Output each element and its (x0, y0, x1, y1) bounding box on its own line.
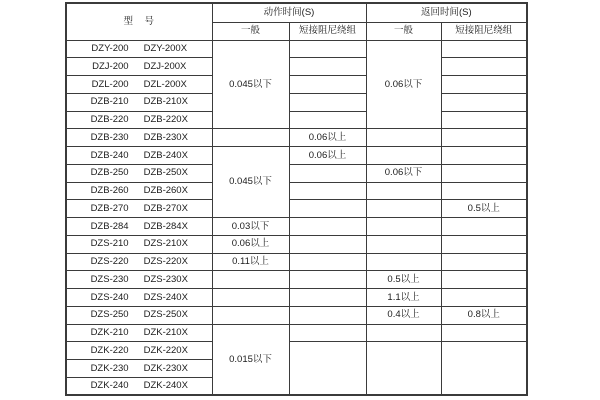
action-damper-cell (289, 289, 366, 307)
return-general-cell (366, 342, 441, 395)
model-name: DZB-260X (143, 185, 188, 197)
model-cell (66, 306, 212, 324)
return-general-cell: 0.06以下 (366, 40, 441, 129)
model-name: DZK-230 (90, 362, 129, 374)
model-name: DZK-210X (143, 327, 188, 339)
model-name: DZB-220 (90, 114, 129, 126)
relay-spec-table (65, 2, 528, 396)
model-name: DZB-260 (90, 185, 129, 197)
header-action-damper: 短接阻尼绕组 (289, 22, 366, 40)
return-damper-cell (441, 40, 527, 58)
table-row (66, 58, 527, 76)
model-cell (66, 40, 212, 58)
table-row (66, 93, 527, 111)
model-cell (66, 324, 212, 342)
return-damper-cell (441, 147, 527, 165)
return-general-cell: 1.1以上 (366, 289, 441, 307)
table-row (66, 253, 527, 271)
model-name: DZY-200X (143, 43, 188, 55)
header-model: 型 号 (66, 3, 212, 40)
model-name: DZK-210 (90, 327, 129, 339)
table-body (66, 40, 527, 395)
action-damper-cell (289, 58, 366, 76)
return-damper-cell (441, 324, 527, 342)
action-damper-cell (289, 306, 366, 324)
action-damper-cell (289, 218, 366, 236)
model-name: DZK-240 (90, 380, 129, 392)
return-damper-cell (441, 342, 527, 395)
table-row (66, 76, 527, 94)
return-damper-cell (441, 271, 527, 289)
model-cell (66, 342, 212, 360)
model-name: DZB-210X (143, 96, 188, 108)
model-cell (66, 164, 212, 182)
model-name: DZK-240X (143, 380, 188, 392)
model-cell (66, 377, 212, 395)
table-header (66, 3, 527, 40)
model-cell (66, 76, 212, 94)
return-damper-cell (441, 235, 527, 253)
model-cell (66, 58, 212, 76)
action-general-cell: 0.03以下 (212, 218, 289, 236)
return-general-cell (366, 200, 441, 218)
action-damper-cell (289, 164, 366, 182)
model-name: DZB-210 (90, 96, 129, 108)
action-general-cell: 0.045以下 (212, 147, 289, 218)
action-general-cell (212, 289, 289, 307)
return-general-cell (366, 218, 441, 236)
return-general-cell (366, 182, 441, 200)
table-row (66, 324, 527, 342)
model-cell (66, 218, 212, 236)
action-general-cell (212, 129, 289, 147)
model-cell (66, 129, 212, 147)
table-row (66, 129, 527, 147)
model-name: DZB-230 (90, 131, 129, 143)
model-cell (66, 271, 212, 289)
model-cell (66, 360, 212, 378)
return-damper-cell: 0.8以上 (441, 306, 527, 324)
table-row (66, 164, 527, 182)
model-cell (66, 235, 212, 253)
model-name: DZK-230X (143, 362, 188, 374)
action-damper-cell (289, 182, 366, 200)
model-name: DZB-240X (143, 149, 188, 161)
model-cell (66, 253, 212, 271)
header-return-damper: 短接阻尼绕组 (441, 22, 527, 40)
model-name: DZB-220X (143, 114, 188, 126)
return-general-cell: 0.06以下 (366, 164, 441, 182)
action-general-cell (212, 271, 289, 289)
action-damper-cell (289, 200, 366, 218)
action-damper-cell (289, 271, 366, 289)
model-name: DZB-250X (143, 167, 188, 179)
model-name: DZS-210X (143, 238, 188, 250)
model-name: DZJ-200 (92, 60, 129, 72)
header-group-row (66, 3, 527, 22)
header-action-general: 一般 (212, 22, 289, 40)
header-action-time: 动作时间(S) (212, 3, 366, 22)
return-general-cell (366, 324, 441, 342)
model-name: DZS-230 (90, 273, 129, 285)
action-general-cell: 0.06以上 (212, 235, 289, 253)
action-damper-cell (289, 253, 366, 271)
model-cell (66, 200, 212, 218)
table-row (66, 218, 527, 236)
return-damper-cell (441, 164, 527, 182)
model-cell (66, 111, 212, 129)
header-return-general: 一般 (366, 22, 441, 40)
spec-table-container (65, 2, 528, 396)
action-damper-cell: 0.06以上 (289, 129, 366, 147)
header-return-time: 返回时间(S) (366, 3, 527, 22)
return-damper-cell (441, 253, 527, 271)
table-row (66, 147, 527, 165)
model-name: DZS-220X (143, 256, 188, 268)
return-general-cell (366, 129, 441, 147)
return-general-cell: 0.4以上 (366, 306, 441, 324)
model-name: DZB-270 (90, 202, 129, 214)
model-name: DZB-284 (90, 220, 129, 232)
table-row (66, 182, 527, 200)
model-name: DZL-200 (91, 78, 129, 90)
model-name: DZS-240X (143, 291, 188, 303)
model-name: DZY-200 (91, 43, 129, 55)
model-cell (66, 182, 212, 200)
model-name: DZS-240 (90, 291, 129, 303)
return-general-cell: 0.5以上 (366, 271, 441, 289)
table-row (66, 306, 527, 324)
model-name: DZB-250 (90, 167, 129, 179)
model-name: DZB-240 (90, 149, 129, 161)
model-name: DZB-270X (143, 202, 188, 214)
table-row (66, 111, 527, 129)
model-name: DZS-220 (90, 256, 129, 268)
return-damper-cell: 0.5以上 (441, 200, 527, 218)
action-general-cell: 0.015以下 (212, 324, 289, 395)
model-name: DZB-230X (143, 131, 188, 143)
return-damper-cell (441, 111, 527, 129)
table-row (66, 271, 527, 289)
model-name: DZL-200X (143, 78, 187, 90)
model-name: DZB-284X (143, 220, 188, 232)
table-row (66, 200, 527, 218)
table-row (66, 289, 527, 307)
model-cell (66, 147, 212, 165)
action-damper-cell (289, 76, 366, 94)
action-damper-cell (289, 40, 366, 58)
return-general-cell (366, 235, 441, 253)
return-damper-cell (441, 218, 527, 236)
return-damper-cell (441, 289, 527, 307)
action-general-cell (212, 306, 289, 324)
model-name: DZS-250 (90, 309, 129, 321)
model-name: DZS-210 (90, 238, 129, 250)
return-damper-cell (441, 76, 527, 94)
action-damper-cell (289, 342, 366, 395)
action-damper-cell: 0.06以上 (289, 147, 366, 165)
model-name: DZS-230X (143, 273, 188, 285)
model-name: DZS-250X (143, 309, 188, 321)
action-damper-cell (289, 235, 366, 253)
return-damper-cell (441, 129, 527, 147)
return-damper-cell (441, 182, 527, 200)
action-damper-cell (289, 93, 366, 111)
action-general-cell: 0.045以下 (212, 40, 289, 129)
return-damper-cell (441, 93, 527, 111)
model-name: DZK-220X (143, 344, 188, 356)
action-general-cell: 0.11以上 (212, 253, 289, 271)
table-row (66, 235, 527, 253)
model-name: DZK-220 (90, 344, 129, 356)
model-cell (66, 289, 212, 307)
action-damper-cell (289, 324, 366, 342)
table-row (66, 342, 527, 360)
return-damper-cell (441, 58, 527, 76)
action-damper-cell (289, 111, 366, 129)
return-general-cell (366, 253, 441, 271)
table-row (66, 40, 527, 58)
return-general-cell (366, 147, 441, 165)
model-name: DZJ-200X (143, 60, 187, 72)
model-cell (66, 93, 212, 111)
